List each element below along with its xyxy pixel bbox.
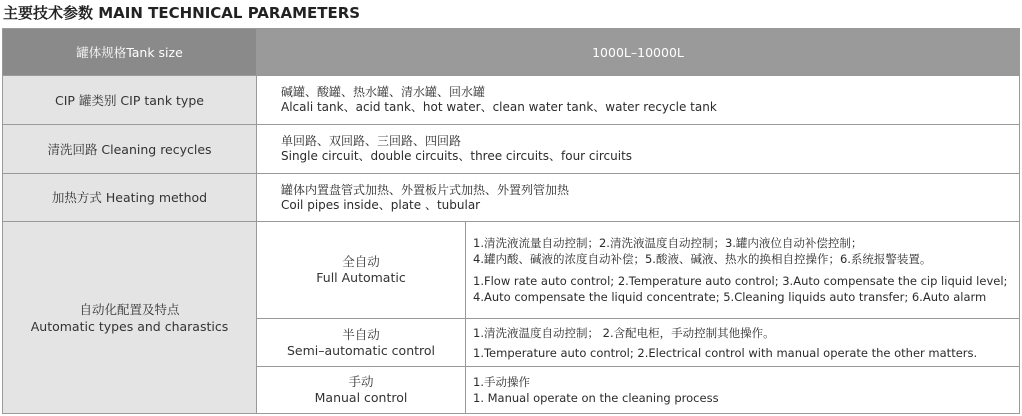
row-label-cleaning (3, 125, 257, 173)
feature-line: 4.罐内酸、碱液的浓度自动补偿；5.酸液、碱液、热水的换相自控操作；6.系统报警装置。 (473, 252, 932, 266)
row-label-tank-size (3, 29, 257, 75)
semi-automatic-label (257, 319, 466, 366)
row-label-cip-type (3, 76, 257, 124)
feature-line: 1. Manual operate on the cleaning process (473, 391, 719, 405)
manual-control-label (257, 367, 466, 413)
row-label-heating (3, 174, 257, 221)
table-row-cip-type (3, 75, 1019, 124)
value-text: 1000L–10000L (592, 44, 684, 60)
row-label-automation (3, 222, 257, 413)
label-text: CIP 罐类别 CIP tank type (55, 92, 204, 108)
label-en: Automatic types and charastics (30, 318, 229, 334)
feature-line: 1.手动操作 (473, 375, 530, 389)
row-value-heating (257, 174, 1019, 221)
label-en: Manual control (314, 390, 408, 405)
semi-automatic-features (466, 319, 1019, 366)
label-cn: 自动化配置及特点 (79, 301, 180, 317)
value-cn: 罐体内置盘管式加热、外置板片式加热、外置列管加热 (281, 182, 570, 197)
feature-line: 1.清洗液流量自动控制；2.清洗液温度自动控制；3.罐内液位自动补偿控制； (473, 236, 863, 250)
label-cn: 全自动 (342, 254, 380, 269)
table-row-tank-size (3, 29, 1019, 75)
label-en: Semi–automatic control (286, 342, 436, 358)
feature-line: 4.Auto compensate the liquid concentrate; 5.Cleaning liquids auto transfer; 6.Auto alarm (473, 290, 987, 304)
manual-control-features (466, 367, 1019, 413)
table-row-heating-method (3, 173, 1019, 221)
feature-line: 1.Flow rate auto control; 2.Temperature auto control; 3.Auto compensate the cip liquid level; (473, 274, 1008, 288)
row-value-cleaning (257, 125, 1019, 173)
parameters-table (2, 28, 1020, 414)
value-en: Coil pipes inside、plate 、tubular (281, 197, 481, 212)
label-text: 清洗回路 Cleaning recycles (47, 141, 212, 157)
label-en: Full Automatic (316, 270, 406, 285)
table-row-cleaning-recycles (3, 124, 1019, 173)
feature-line: 1.清洗液温度自动控制； 2.含配电柜，手动控制其他操作。 (473, 325, 775, 340)
label-text: 罐体规格Tank size (76, 44, 183, 60)
feature-line: 1.Temperature auto control; 2.Electrical control with manual operate the other matters. (473, 345, 978, 360)
value-en: Alcali tank、acid tank、hot water、clean water tank、water recycle tank (281, 100, 717, 114)
full-automatic-label (257, 222, 466, 318)
table-row-automation (3, 221, 1019, 413)
automation-semi (257, 318, 1019, 366)
full-automatic-features (466, 222, 1019, 318)
row-value-cip-type (257, 76, 1019, 124)
label-text: 加热方式 Heating method (51, 190, 208, 205)
value-cn: 单回路、双回路、三回路、四回路 (281, 134, 462, 148)
row-value-tank-size (257, 29, 1019, 75)
label-cn: 手动 (348, 374, 374, 389)
value-cn: 碱罐、酸罐、热水罐、清水罐、回水罐 (281, 85, 486, 99)
page-title: 主要技术参数 MAIN TECHNICAL PARAMETERS (3, 4, 361, 22)
value-en: Single circuit、double circuits、three circuits、four circuits (281, 149, 633, 163)
automation-manual (257, 366, 1019, 413)
label-cn: 半自动 (342, 326, 380, 342)
automation-full (257, 222, 1019, 318)
